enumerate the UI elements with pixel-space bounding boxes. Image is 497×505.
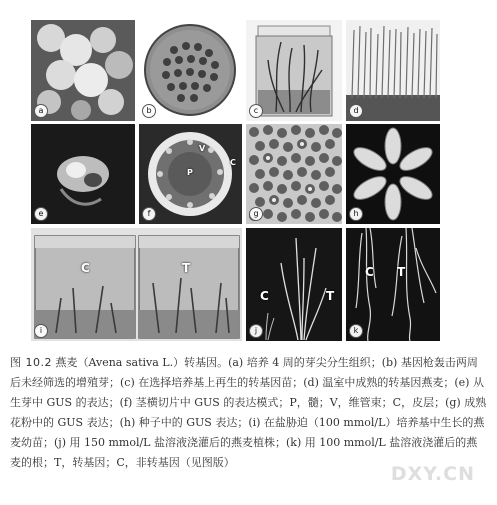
figure-panel-b bbox=[139, 20, 242, 121]
figure-panel-i bbox=[31, 228, 242, 341]
panel-j-marker-t: T bbox=[326, 289, 335, 303]
caption-text: 燕麦（Avena sativa L.）转基因。(a) 培养 4 周的芽尖分生组织；(b) 基因枪轰击两周后未经筛选的增殖芽；(c) 在选择培养基上再生的转基因苗；(d) 温室中成熟的转基因燕麦；(e) 从生芽中 GUS 的表达；(f) 茎横切片中 GUS 的表达模式；P，髓；V，维管束；C，皮层；(g) 成熟花粉中的 GUS 表达；(h) 种子中的 GUS 表达；(i) 在盐胁迫（100 mmol/L）培养基中生长的燕麦幼苗；(j) 用 150 mmol/L 盐溶液浇灌后的燕麦植株；(k) 用 100 mmol/L 盐溶液浇灌后的燕麦的根；T，转基因；C，非转基因（见图版） bbox=[10, 356, 487, 469]
figure-panel-e bbox=[31, 124, 135, 224]
figure-panel-d bbox=[346, 20, 440, 121]
panel-k-image bbox=[346, 228, 440, 341]
panel-g-label: g bbox=[249, 207, 263, 221]
panel-f-label: f bbox=[142, 207, 156, 221]
panel-b-label: b bbox=[142, 104, 156, 118]
panel-k-marker-t: T bbox=[397, 265, 406, 279]
panel-e-label: e bbox=[34, 207, 48, 221]
panel-h-label: h bbox=[349, 207, 363, 221]
figure-panel-f bbox=[139, 124, 242, 224]
panel-i-marker-c: C bbox=[81, 261, 90, 275]
watermark-logo: DXY.CN bbox=[390, 463, 475, 485]
panel-d-label: d bbox=[349, 104, 363, 118]
figure-panel-g bbox=[246, 124, 342, 224]
panel-f-marker-v: V bbox=[199, 144, 206, 153]
figure-caption bbox=[10, 353, 488, 473]
panel-f-marker-c: C bbox=[230, 158, 236, 167]
panel-i-marker-t: T bbox=[182, 261, 191, 275]
figure-panel-j bbox=[246, 228, 342, 341]
panel-i-label: i bbox=[34, 324, 48, 338]
figure-panel-c bbox=[246, 20, 342, 121]
panel-i-image bbox=[31, 228, 242, 341]
figure-number: 图 10.2 bbox=[10, 356, 52, 369]
figure-panel-a bbox=[31, 20, 135, 121]
panel-f-marker-p: P bbox=[187, 168, 193, 177]
panel-a-label: a bbox=[34, 104, 48, 118]
panel-k-marker-c: C bbox=[365, 265, 374, 279]
panel-j-marker-c: C bbox=[260, 289, 269, 303]
figure-panel-h bbox=[346, 124, 440, 224]
panel-j-label: j bbox=[249, 324, 263, 338]
panel-k-label: k bbox=[349, 324, 363, 338]
panel-c-label: c bbox=[249, 104, 263, 118]
figure-panel-k bbox=[346, 228, 440, 341]
panel-j-image bbox=[246, 228, 342, 341]
